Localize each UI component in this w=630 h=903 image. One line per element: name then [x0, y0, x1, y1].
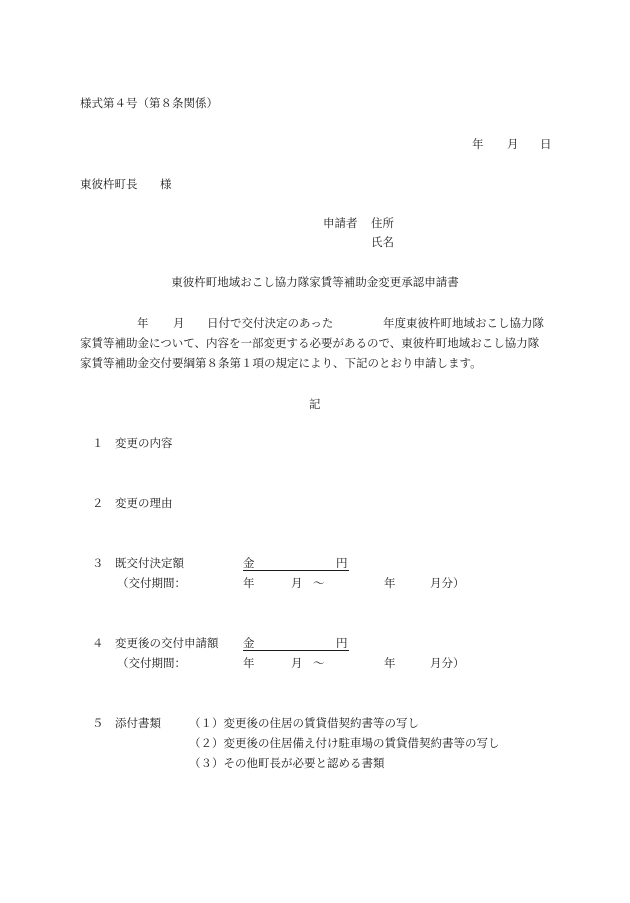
item-4-amount-field [243, 637, 349, 651]
item-4-number: ４ [92, 636, 104, 650]
body-line-3: 家賃等補助金交付要綱第８条第１項の規定により、下記のとおり申請します。 [80, 356, 482, 370]
date-day: 日 [540, 137, 552, 151]
item-3-end-year: 年 [384, 576, 396, 590]
address-label: 住所 [371, 216, 394, 230]
item-5-label: 添付書類 [115, 716, 161, 730]
date-year: 年 [472, 137, 484, 151]
item-3-en: 円 [336, 556, 348, 570]
form-number: 様式第４号（第８条関係） [80, 96, 218, 110]
item-3-kin: 金 [243, 556, 255, 570]
item-5-number: ５ [92, 716, 104, 730]
body-fiscal-year-text: 年度東彼杵町地域おこし協力隊 [383, 316, 544, 330]
item-3-period-label: （交付期間： [117, 576, 186, 590]
item-4-label: 変更後の交付申請額 [115, 636, 219, 650]
item-4-kin: 金 [243, 636, 255, 650]
item-3-tilde: ～ [313, 576, 325, 590]
item-4-period-label: （交付期間： [117, 656, 186, 670]
recipient-name: 東彼杵町長 [80, 177, 138, 191]
applicant-label: 申請者 [323, 216, 358, 230]
item-3-start-month: 月 [291, 576, 303, 590]
item-3-label: 既交付決定額 [115, 556, 184, 570]
attachment-item: （２）変更後の住居備え付け駐車場の賃貸借契約書等の写し [189, 736, 500, 750]
body-month: 月 [173, 316, 185, 330]
item-3-end-month: 月分） [430, 576, 465, 590]
item-4-start-month: 月 [291, 656, 303, 670]
item-2-label: 変更の理由 [115, 496, 173, 510]
item-2-number: ２ [92, 496, 104, 510]
item-3-start-year: 年 [243, 576, 255, 590]
attachment-item: （３）その他町長が必要と認める書類 [189, 756, 385, 770]
item-3-number: ３ [92, 556, 104, 570]
date-month: 月 [507, 137, 519, 151]
attachment-item: （１）変更後の住居の賃貸借契約書等の写し [189, 716, 419, 730]
document-title: 東彼杵町地域おこし協力隊家賃等補助金変更承認申請書 [171, 275, 459, 289]
body-year: 年 [137, 316, 149, 330]
name-label: 氏名 [371, 235, 394, 249]
item-3-amount-field [243, 557, 349, 571]
item-4-tilde: ～ [313, 656, 325, 670]
item-4-end-year: 年 [384, 656, 396, 670]
item-1-label: 変更の内容 [115, 436, 173, 450]
body-decision-text: 日付で交付決定のあった [207, 316, 334, 330]
item-4-start-year: 年 [243, 656, 255, 670]
item-1-number: １ [92, 436, 104, 450]
item-4-end-month: 月分） [430, 656, 465, 670]
body-line-2: 家賃等補助金について、内容を一部変更する必要があるので、東彼杵町地域おこし協力隊 [80, 336, 540, 350]
recipient-honorific: 様 [160, 177, 172, 191]
ki-label: 記 [309, 397, 321, 411]
item-4-en: 円 [336, 636, 348, 650]
